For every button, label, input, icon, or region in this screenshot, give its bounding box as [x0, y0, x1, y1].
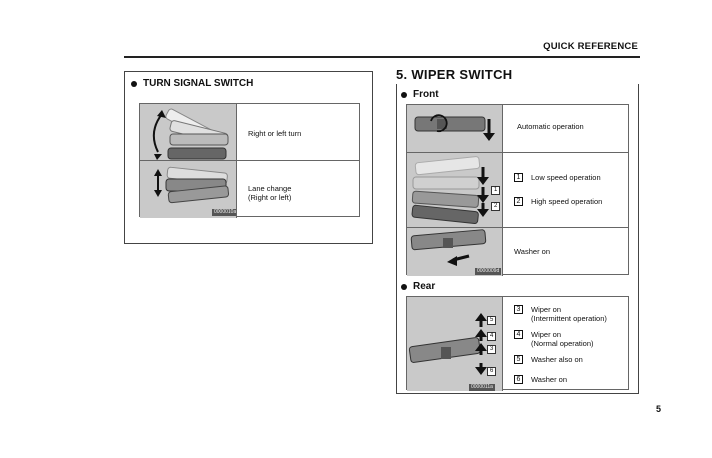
number-badge: 3 — [514, 305, 523, 314]
bullet-icon — [401, 284, 407, 290]
turn-signal-text-lane — [248, 184, 291, 202]
wiper-heading: 5. WIPER SWITCH — [396, 67, 513, 82]
figure-code: 0000010a — [214, 209, 237, 215]
diagram-label-1: 1 — [491, 186, 500, 195]
number-badge: 6 — [514, 375, 523, 384]
number-badge: 1 — [514, 173, 523, 182]
figure-code: 0000011a — [471, 384, 493, 390]
turn-signal-text-turn: Right or left turn — [248, 129, 302, 138]
rear-item-3-line1: Wiper on — [531, 305, 562, 314]
front-image-washer — [407, 228, 503, 276]
rear-item-4-line1: Wiper on — [531, 330, 562, 339]
bullet-icon — [131, 81, 137, 87]
turn-signal-panel — [124, 71, 373, 244]
front-text-washer: Washer on — [514, 247, 550, 256]
front-heading — [401, 89, 439, 100]
header-title: QUICK REFERENCE — [543, 41, 638, 52]
diagram-label-5: 5 — [487, 316, 496, 325]
rear-table — [406, 296, 629, 390]
lane-change-line2: (Right or left) — [248, 193, 292, 202]
rear-item-3 — [514, 305, 607, 323]
front-heading-text: Front — [413, 89, 439, 100]
front-row-washer — [407, 228, 628, 276]
front-text-auto: Automatic operation — [517, 122, 584, 131]
bullet-icon — [401, 92, 407, 98]
front-image-speed — [407, 153, 503, 227]
rear-item-6-line1: Washer on — [531, 375, 567, 384]
turn-signal-image-lane — [140, 161, 237, 218]
rear-item-5 — [514, 355, 583, 364]
diagram-label-4: 4 — [487, 332, 496, 341]
front-table — [406, 104, 629, 275]
front-image-auto — [407, 105, 503, 152]
diagram-label-2: 2 — [491, 202, 500, 211]
turn-signal-heading — [131, 78, 253, 89]
rear-item-4 — [514, 330, 594, 348]
number-badge: 4 — [514, 330, 523, 339]
diagram-label-6: 6 — [487, 367, 496, 376]
diagram-label-3: 3 — [487, 345, 496, 354]
low-speed-label: Low speed operation — [531, 173, 601, 182]
turn-signal-row-turn — [140, 104, 359, 161]
rear-row — [407, 297, 628, 391]
turn-signal-table — [139, 103, 360, 217]
rear-item-6 — [514, 375, 567, 384]
turn-signal-image-turn — [140, 104, 237, 160]
rear-heading-text: Rear — [413, 281, 436, 292]
front-text-high — [514, 197, 602, 206]
turn-signal-heading-text: TURN SIGNAL SWITCH — [143, 78, 254, 89]
turn-signal-row-lane — [140, 161, 359, 218]
front-text-low — [514, 173, 601, 182]
front-row-auto — [407, 105, 628, 153]
figure-code: 0000009d — [477, 268, 500, 274]
rear-image — [407, 297, 503, 391]
rear-item-3-line2: (Intermittent operation) — [531, 314, 607, 323]
rear-item-4-line2: (Normal operation) — [531, 339, 594, 348]
lane-change-line1: Lane change — [248, 184, 292, 193]
rear-heading — [401, 281, 435, 292]
page-number: 5 — [656, 404, 662, 414]
high-speed-label: High speed operation — [531, 197, 603, 206]
front-row-speed — [407, 153, 628, 228]
number-badge: 2 — [514, 197, 523, 206]
rear-item-5-line1: Washer also on — [531, 355, 583, 364]
header-rule — [124, 56, 640, 58]
number-badge: 5 — [514, 355, 523, 364]
